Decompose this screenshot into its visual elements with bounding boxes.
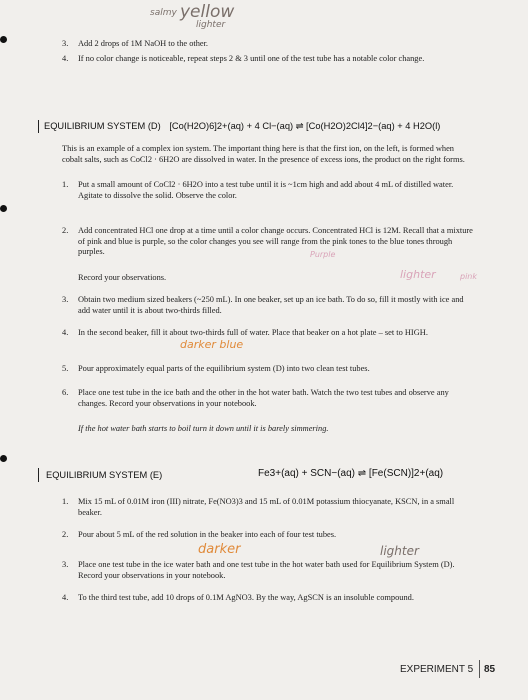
step-number: 4. <box>62 328 69 337</box>
handwritten-pink: pink <box>460 272 478 281</box>
step-text: Put a small amount of CoCl2 · 6H2O into a test tube until it is ~1cm high and add about 4 mL of distilled water. Agitate to dissolve the solid. Observe the color. <box>78 180 454 200</box>
step-number: 3. <box>62 295 69 304</box>
footer-divider <box>479 660 480 678</box>
system-d-heading <box>44 121 440 132</box>
step-text: Mix 15 mL of 0.01M iron (III) nitrate, Fe(NO3)3 and 15 mL of 0.01M potassium thiocyanate, KSCN, in a small beaker. <box>78 497 455 517</box>
step-text: Add concentrated HCl one drop at a time until a color change occurs. Concentrated HCl is 12M. Recall that a mixture of pink and blue is purple, so the color changes you see will range from the pink tones to the blue tones through purples. <box>78 226 473 257</box>
item-number: 4. <box>62 54 69 63</box>
handwritten-yellow: yellow <box>180 2 235 22</box>
step-text: Obtain two medium sized beakers (~250 mL). In one beaker, set up an ice bath. To do so, fill it mostly with ice and add water until it is about two-thirds filled. <box>78 295 464 315</box>
footer-label: EXPERIMENT 5 <box>400 664 474 675</box>
system-e-heading-label: EQUILIBRIUM SYSTEM (E) <box>46 470 163 480</box>
step-number: 6. <box>62 388 69 397</box>
step-text: In the second beaker, fill it about two-thirds full of water. Place that beaker on a hot plate – set to HIGH. <box>78 328 428 337</box>
step-text: To the third test tube, add 10 drops of 0.1M AgNO3. By the way, AgSCN is an insoluble compound. <box>78 593 414 602</box>
binder-hole <box>0 205 7 212</box>
handwritten-lighter: lighter <box>196 20 226 30</box>
item-text: Add 2 drops of 1M NaOH to the other. <box>78 39 209 48</box>
system-d-intro: This is an example of a complex ion system. The important thing here is that the first ion, on the left, is formed when cobalt salts, such as CoCl2 · 6H2O are dissolved in water. In the presence of excess ions, the product on the right forms. <box>62 144 465 164</box>
binder-hole <box>0 36 7 43</box>
item-number: 3. <box>62 39 69 48</box>
step-number: 1. <box>62 497 69 506</box>
step-number: 3. <box>62 560 69 569</box>
step-text: Pour approximately equal parts of the equilibrium system (D) into two clean test tubes. <box>78 364 370 373</box>
handwritten-darker-blue: darker blue <box>180 338 244 351</box>
binder-hole <box>0 455 7 462</box>
heading-rule <box>38 120 39 133</box>
step-number: 4. <box>62 593 69 602</box>
heading-label: EQUILIBRIUM SYSTEM (D) <box>44 121 161 131</box>
handwritten-note: salmy <box>150 8 177 18</box>
step-text: Place one test tube in the ice bath and the other in the hot water bath. Watch the two test tubes and observe any changes. Record your observations in your notebook. <box>78 388 449 408</box>
step-number: 2. <box>62 530 69 539</box>
item-text: If no color change is noticeable, repeat steps 2 & 3 until one of the test tube has a notable color change. <box>78 54 425 63</box>
page-number: 85 <box>484 664 496 675</box>
step-number: 1. <box>62 180 69 189</box>
handwritten-lighter: lighter <box>380 544 419 558</box>
step-number: 5. <box>62 364 69 373</box>
step-text: Record your observations. <box>78 273 167 282</box>
handwritten-purple: Purple <box>310 250 336 259</box>
system-e-heading-equation: Fe3+(aq) + SCN−(aq) ⇌ [Fe(SCN)]2+(aq) <box>258 468 444 479</box>
handwritten-lighter: lighter <box>400 268 436 281</box>
handwritten-darker: darker <box>198 542 241 557</box>
step-text: Pour about 5 mL of the red solution in the beaker into each of four test tubes. <box>78 530 337 539</box>
heading-rule <box>38 468 39 482</box>
step-text: Place one test tube in the ice water bath and one test tube in the hot water bath used for Equilibrium System (D). Record your observations in your notebook. <box>78 560 455 580</box>
step-number: 2. <box>62 226 69 235</box>
heading-equation: [Co(H2O)6]2+(aq) + 4 Cl−(aq) ⇌ [Co(H2O)2Cl4]2−(aq) + 4 H2O(l) <box>169 121 441 131</box>
system-d-note: If the hot water bath starts to boil turn it down until it is barely simmering. <box>78 424 329 433</box>
